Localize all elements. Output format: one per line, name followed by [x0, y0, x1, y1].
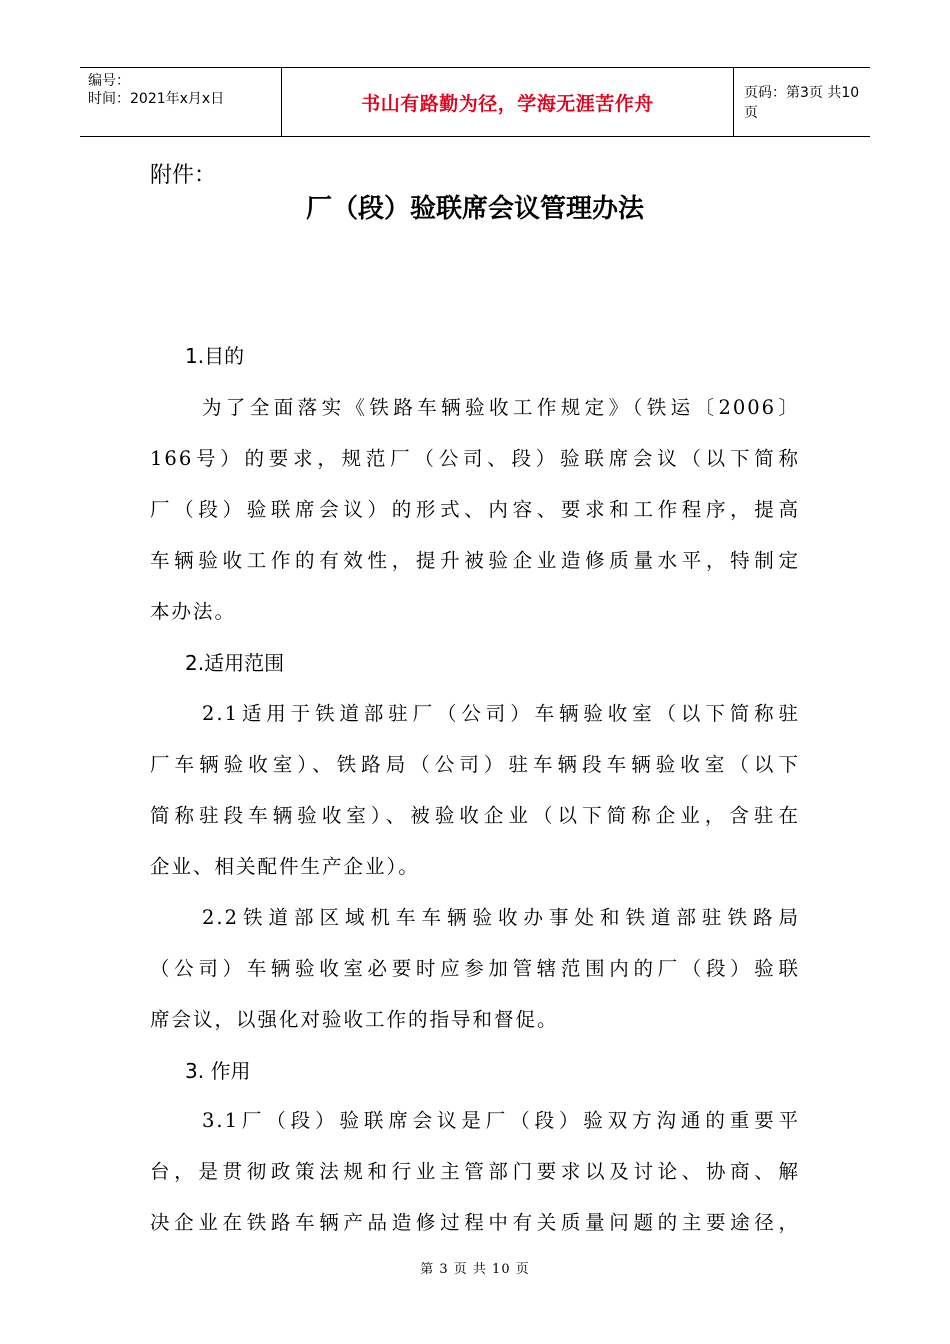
paragraph-line: 2.2铁道部区域机车车辆验收办事处和铁道部驻铁路局 — [202, 906, 800, 929]
document-title: 厂（段）验联席会议管理办法 — [305, 194, 644, 224]
page-label: 页码：第3页 共10页 — [744, 85, 860, 121]
paragraph-line: 3.1厂（段）验联席会议是厂（段）验双方沟通的重要平 — [202, 1109, 800, 1132]
page-header — [80, 67, 870, 137]
time-label: 时间：2021年x月x日 — [88, 91, 225, 107]
motto-text: 书山有路勤为径，学海无涯苦作舟 — [361, 92, 654, 115]
paragraph-line: 厂车辆验收室）、铁路局（公司）驻车辆段车辆验收室（以下 — [150, 753, 800, 776]
attachment-label: 附件： — [150, 163, 217, 188]
paragraph-line: 为了全面落实《铁路车辆验收工作规定》（铁运〔2006〕 — [202, 396, 800, 419]
paragraph-line: 车辆验收工作的有效性，提升被验企业造修质量水平，特制定 — [150, 549, 800, 572]
paragraph-line: 2.1适用于铁道部驻厂（公司）车辆验收室（以下简称驻 — [202, 702, 800, 725]
paragraph-line: 决企业在铁路车辆产品造修过程中有关质量问题的主要途径， — [150, 1211, 800, 1234]
paragraph-line: 厂（段）验联席会议）的形式、内容、要求和工作程序，提高 — [150, 498, 800, 521]
section-heading-scope: 2.适用范围 — [185, 651, 285, 675]
page-footer: 第 3 页 共 10 页 — [420, 1262, 530, 1277]
paragraph-line: 台，是贯彻政策法规和行业主管部门要求以及讨论、协商、解 — [150, 1160, 800, 1183]
header-motto-cell — [282, 68, 734, 136]
paragraph-line: 简称驻段车辆验收室）、被验收企业（以下简称企业，含驻在 — [150, 804, 800, 827]
header-meta — [80, 68, 282, 136]
paragraph-line: （公司）车辆验收室必要时应参加管辖范围内的厂（段）验联 — [150, 957, 800, 980]
paragraph-line: 166号）的要求，规范厂（公司、段）验联席会议（以下简称 — [150, 447, 800, 470]
paragraph-line: 席会议，以强化对验收工作的指导和督促。 — [150, 1008, 559, 1031]
number-label: 编号： — [88, 73, 130, 89]
section-heading-role: 3. 作用 — [185, 1059, 251, 1083]
paragraph-scope-2-1 — [150, 688, 800, 892]
paragraph-role-3-1 — [150, 1095, 800, 1248]
section-heading-purpose: 1.目的 — [185, 344, 245, 368]
paragraph-scope-2-2 — [150, 892, 800, 1045]
header-page-cell — [734, 68, 870, 136]
paragraph-purpose — [150, 382, 800, 637]
paragraph-line: 本办法。 — [150, 600, 237, 623]
paragraph-line: 企业、相关配件生产企业）。 — [150, 855, 420, 878]
